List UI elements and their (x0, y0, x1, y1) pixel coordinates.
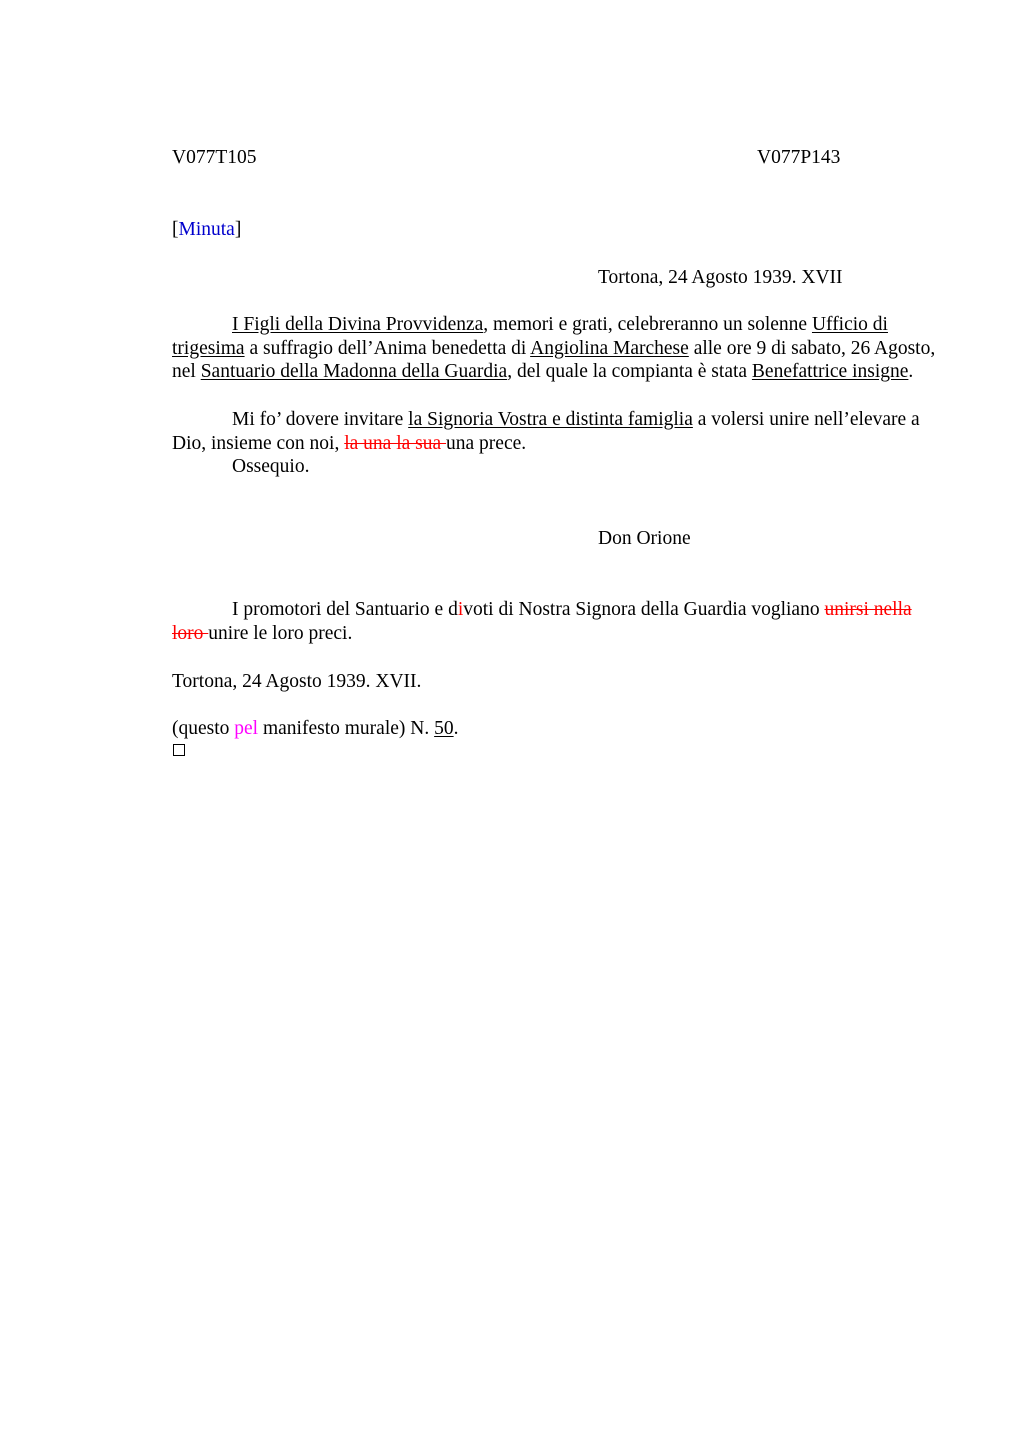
p2-text-c: una prece. (446, 432, 527, 454)
checkbox-square-icon (173, 744, 185, 756)
document-code-right: V077P143 (757, 147, 841, 168)
p2-text-a: Mi fo’ dovere invitare (232, 409, 409, 430)
date-top: Tortona, 24 Agosto 1939. XVII (598, 267, 843, 288)
p3-text-c: unire le loro preci. (208, 622, 353, 644)
document-label (172, 218, 241, 242)
p3-text-b: voti di Nostra Signora della Guardia vogliano (463, 599, 825, 620)
note-number: 50 (434, 718, 454, 739)
p2-deleted: la una la sua (344, 432, 447, 454)
label-bracket-close: ] (234, 219, 242, 240)
p2-text-b: a volersi unire nell’elevare a Dio, insieme con noi, (172, 409, 920, 454)
p1-text-d: , del quale la compianta è stata (507, 361, 752, 382)
p3-text-a: I promotori del Santuario e d (232, 599, 458, 620)
p1-figli: I Figli della Divina Provvidenza (232, 314, 484, 335)
note-text-a: (questo (172, 718, 235, 739)
document-code-left: V077T105 (172, 147, 257, 168)
p1-ufficio: Ufficio di trigesima (172, 314, 888, 359)
date-bottom: Tortona, 24 Agosto 1939. XVII. (172, 671, 422, 692)
p2-signoria: la Signoria Vostra e distinta famiglia (408, 409, 693, 430)
p3-deleted: unirsi nella loro (172, 599, 912, 644)
label-word: Minuta (178, 219, 235, 240)
closing: Ossequio. (232, 456, 310, 477)
p1-text-c: alle ore 9 di sabato, 26 Agosto, nel (172, 337, 936, 382)
p1-benefattrice: Benefattrice insigne (751, 361, 909, 382)
signature: Don Orione (598, 528, 691, 549)
p1-name: Angiolina Marchese (530, 337, 689, 359)
p1-text-e: . (908, 361, 914, 382)
note-text-b: manifesto murale) N. (258, 718, 435, 739)
p1-text-a: , memori e grati, celebreranno un solenne (483, 314, 812, 335)
label-bracket-open: [ (172, 219, 179, 240)
paragraph-1 (172, 313, 942, 384)
p1-text-b: a suffragio dell’Anima benedetta di (244, 337, 531, 359)
paragraph-2 (172, 408, 942, 455)
paragraph-3 (172, 598, 942, 645)
p1-santuario: Santuario della Madonna della Guardia (200, 361, 508, 382)
note-text-c: . (453, 718, 459, 739)
note-inserted: pel (234, 718, 259, 739)
note-line (172, 717, 458, 741)
p3-inserted: i (457, 599, 464, 620)
